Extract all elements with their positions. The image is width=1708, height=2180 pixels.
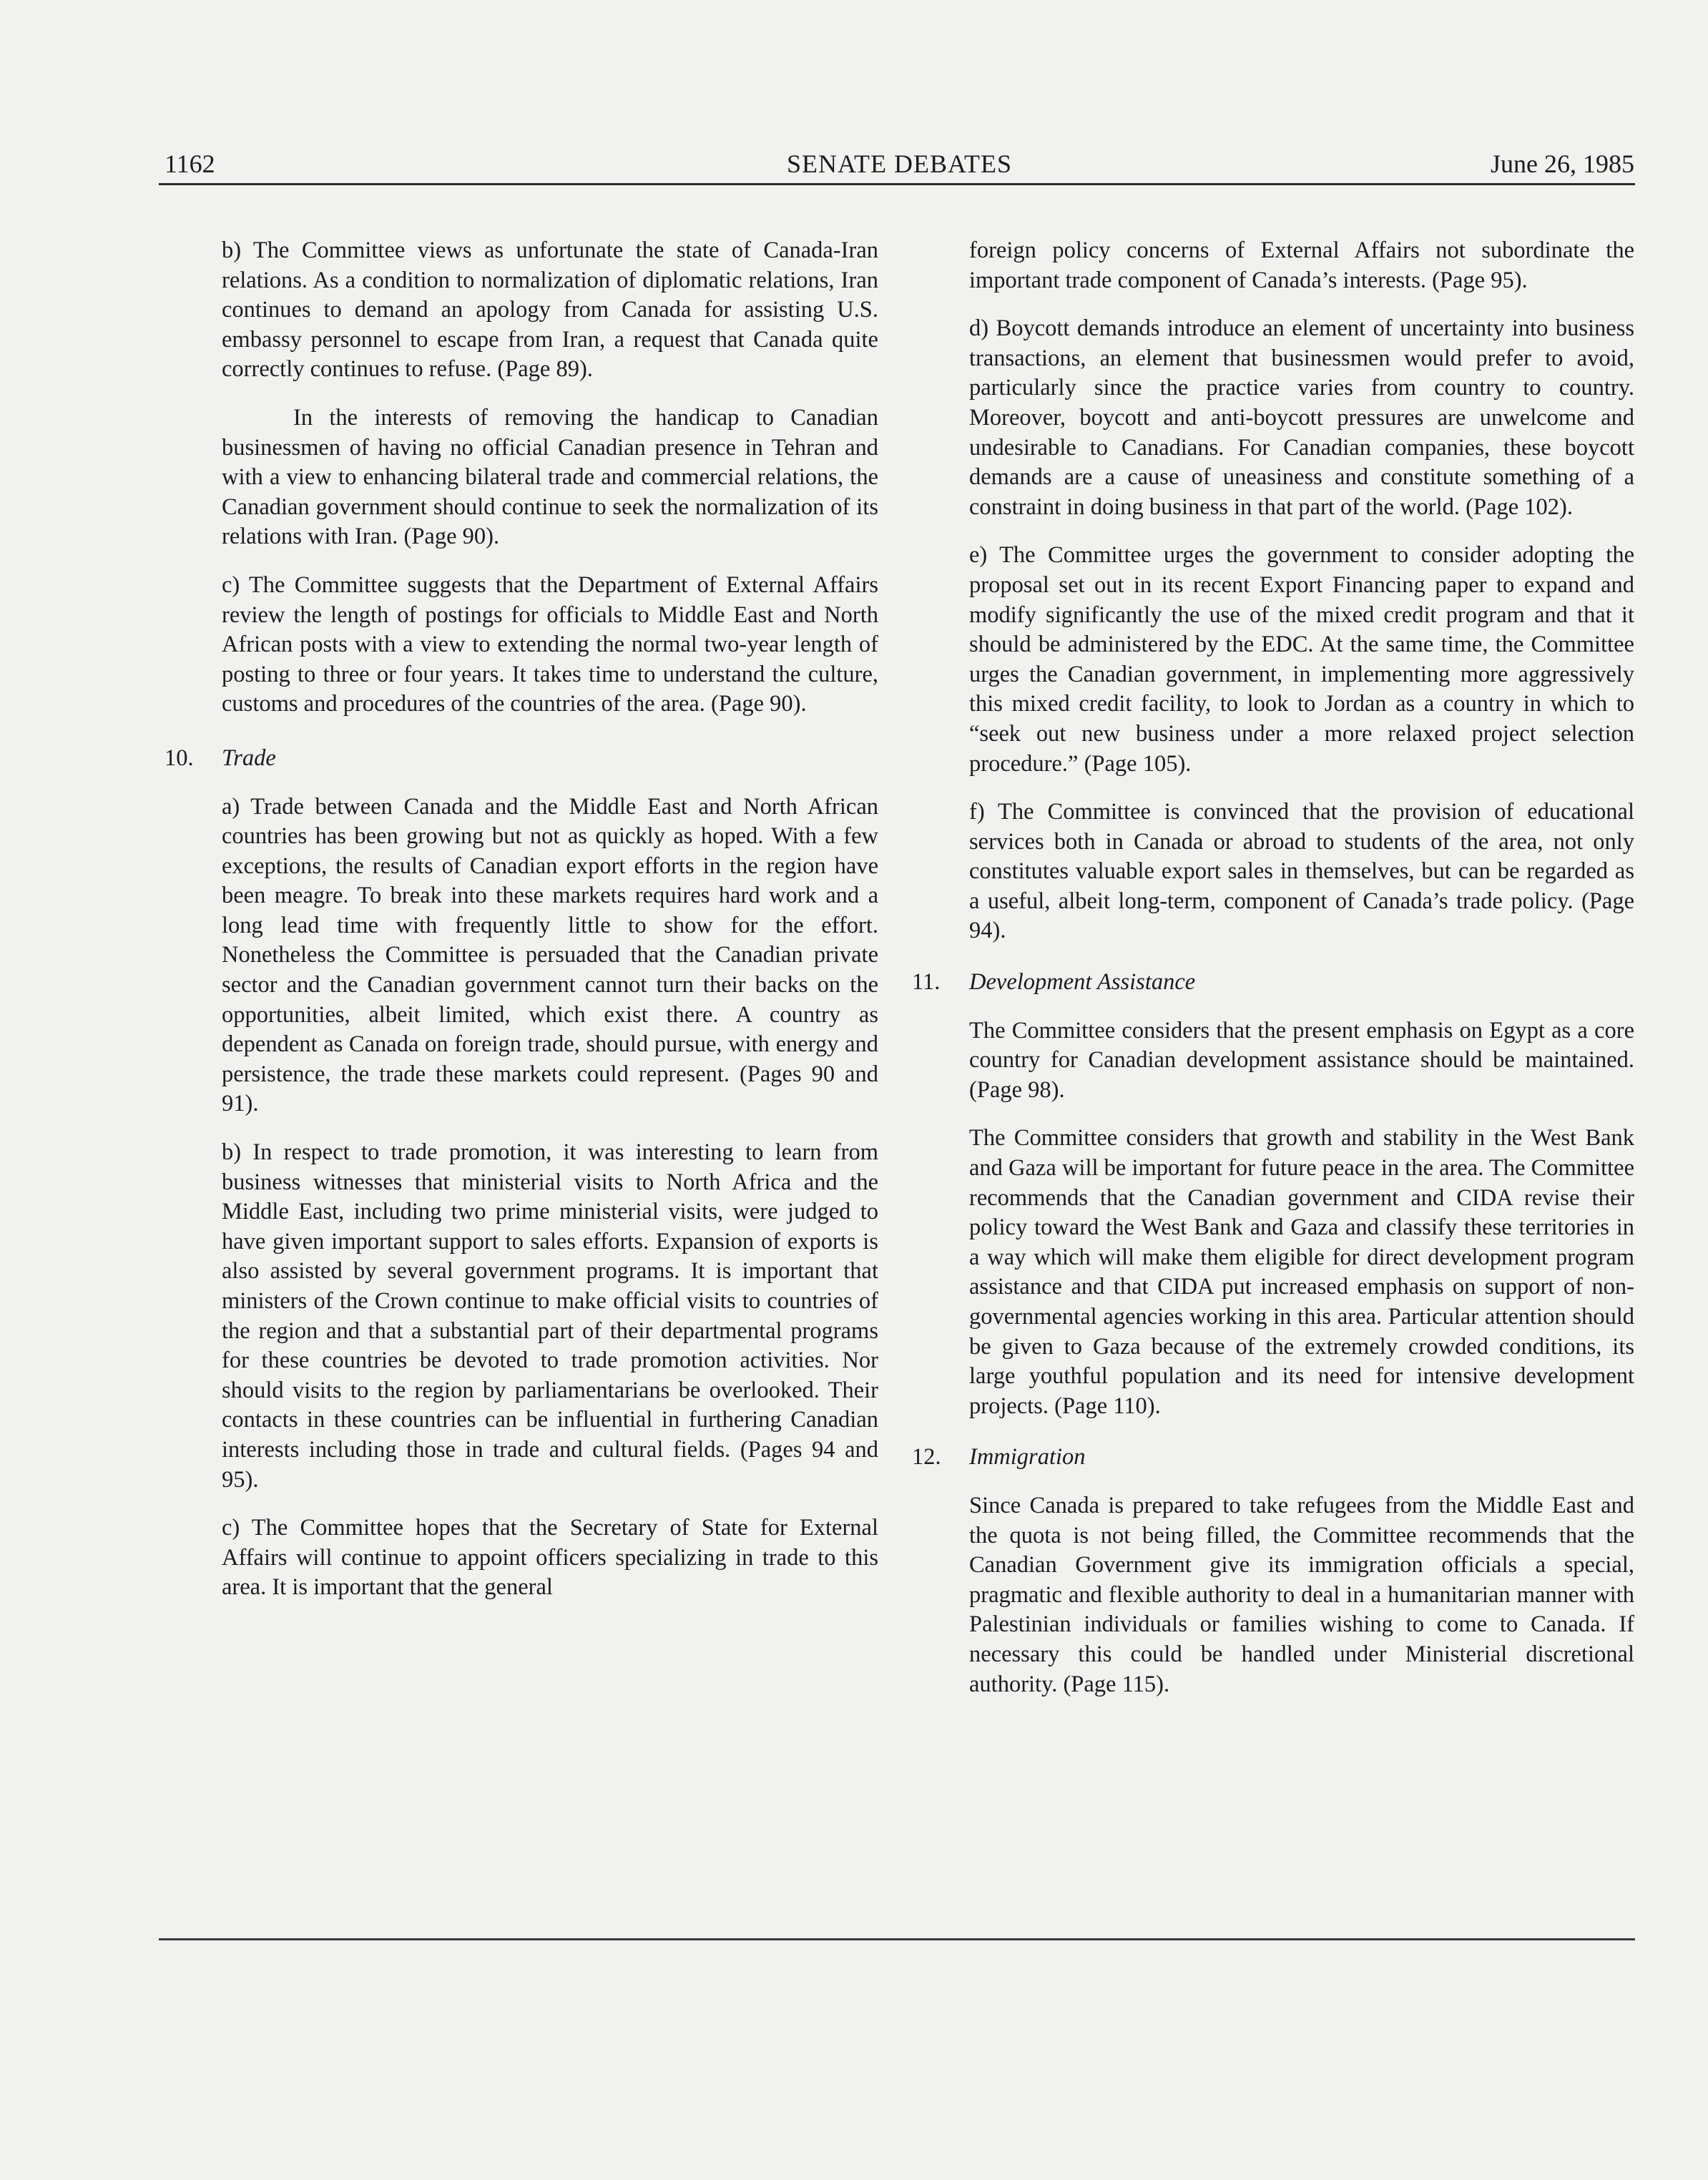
section-number: 11. xyxy=(912,969,941,996)
footer-rule xyxy=(159,1938,1635,1940)
paragraph-immigration: Since Canada is prepared to take refugees from the Middle East and the quota is not being filled, the Committee recommends that the Canadian Government give its immigration officials a special, pragmatic and flexible authority to deal in a humanitarian manner with Palestinian individuals or families wishing to come to Canada. If necessary this could be handled under Ministerial discretional authority. (Page 115). xyxy=(969,1492,1634,1697)
left-column xyxy=(165,236,878,1621)
section-title: Development Assistance xyxy=(969,969,1196,996)
paragraph-development-egypt: The Committee considers that the present emphasis on Egypt as a core country for Canadian development assistance should be maintained. (Page 98). xyxy=(969,1017,1634,1103)
section-heading-development xyxy=(912,968,1634,998)
section-title: Immigration xyxy=(969,1444,1086,1470)
section-title: Trade xyxy=(222,745,276,771)
paragraph-development-westbank: The Committee considers that growth and stability in the West Bank and Gaza will be important for future peace in the area. The Committee recommends that the Canadian government and CIDA revise their policy toward the West Bank and Gaza and classify these territories in a way which will make them eligible for direct development program assistance and that CIDA put increased emphasis on support of non-governmental agencies working in this area. Particular attention should be given to Gaza because of the extremely crowded conditions, its large youthful population and its need for intensive development projects. (Page 110). xyxy=(969,1125,1634,1419)
section-heading-immigration xyxy=(912,1443,1634,1473)
right-column xyxy=(912,236,1634,1718)
page-number: 1162 xyxy=(165,149,215,178)
paragraph-postings: c) The Committee suggests that the Department of External Affairs review the length of postings for officials to Middle East and North African posts with a view to extending the normal two-year length of posting to three or four years. It takes time to understand the culture, customs and procedures of the countries of the area. (Page 90). xyxy=(222,571,878,717)
header-date: June 26, 1985 xyxy=(1491,149,1634,178)
paragraph-trade-c-continued: foreign policy concerns of External Affairs not subordinate the important trade component of Canada’s interests. (Page 95). xyxy=(969,237,1634,293)
paragraph-trade-f: f) The Committee is convinced that the provision of educational services both in Canada or abroad to students of the area, not only constitutes valuable export sales in themselves, but can be regarded as a useful, albeit long-term, component of Canada’s trade policy. (Page 94). xyxy=(969,799,1634,944)
header-rule xyxy=(159,183,1635,185)
paragraph-trade-d: d) Boycott demands introduce an element of uncertainty into business transactions, an element that businessmen would prefer to avoid, particularly since the practice varies from country to country. Moreover, boycott and anti-boycott pressures are unwelcome and undesirable to Canadians. For Canadian companies, these boycott demands are a cause of uneasiness and constitute something of a constraint in doing business in that part of the world. (Page 102). xyxy=(969,315,1634,520)
paragraph-iran-relations: b) The Committee views as unfortunate the state of Canada-Iran relations. As a condition to normalization of diplomatic relations, Iran continues to demand an apology from Canada for assisting U.S. embassy personnel to escape from Iran, a request that Canada quite correctly continues to refuse. (Page 89). xyxy=(222,237,878,383)
paragraph-trade-a: a) Trade between Canada and the Middle East and North African countries has been growing but not as quickly as hoped. With a few exceptions, the results of Canadian export efforts in the region have been meagre. To break into these markets requires hard work and a long lead time with frequently little to show for the effort. Nonetheless the Committee is persuaded that the Canadian private sector and the Canadian government cannot turn their backs on the opportunities, albeit limited, which exist there. A country as dependent as Canada on foreign trade, should pursue, with energy and persistence, the trade these markets could represent. (Pages 90 and 91). xyxy=(222,793,878,1117)
paragraph-trade-e: e) The Committee urges the government to consider adopting the proposal set out in its recent Export Financing paper to expand and modify significantly the use of the mixed credit program and that it should be administered by the EDC. At the same time, the Committee urges the Canadian government, in implementing more aggressively this mixed credit facility, to look to Jordan as a country in which to “seek out new business under a more relaxed project selection procedure.” (Page 105). xyxy=(969,542,1634,777)
paragraph-trade-c: c) The Committee hopes that the Secretary of State for External Affairs will continue to appoint officers specializing in trade to this area. It is important that the general xyxy=(222,1515,878,1601)
running-header xyxy=(165,145,1634,182)
publication-title: SENATE DEBATES xyxy=(786,149,1012,178)
section-heading-trade xyxy=(165,744,878,774)
paragraph-trade-b: b) In respect to trade promotion, it was interesting to learn from business witnesses that ministerial visits to North Africa and the Middle East, including two prime ministerial visits, were judged to have given important support to sales efforts. Expansion of exports is also assisted by several government programs. It is important that ministers of the Crown continue to make official visits to countries of the region and that a substantial part of their departmental programs for these countries be devoted to trade promotion activities. Nor should visits to the region by parliamentarians be overlooked. Their contacts in these countries can be influential in furthering Canadian interests including those in trade and cultural fields. (Pages 94 and 95). xyxy=(222,1139,878,1493)
section-number: 10. xyxy=(165,745,194,771)
paragraph-iran-normalization: In the interests of removing the handicap to Canadian businessmen of having no official Canadian presence in Tehran and with a view to enhancing bilateral trade and commercial relations, the Canadian government should continue to seek the normalization of its relations with Iran. (Page 90). xyxy=(222,404,878,550)
section-number: 12. xyxy=(912,1444,941,1470)
